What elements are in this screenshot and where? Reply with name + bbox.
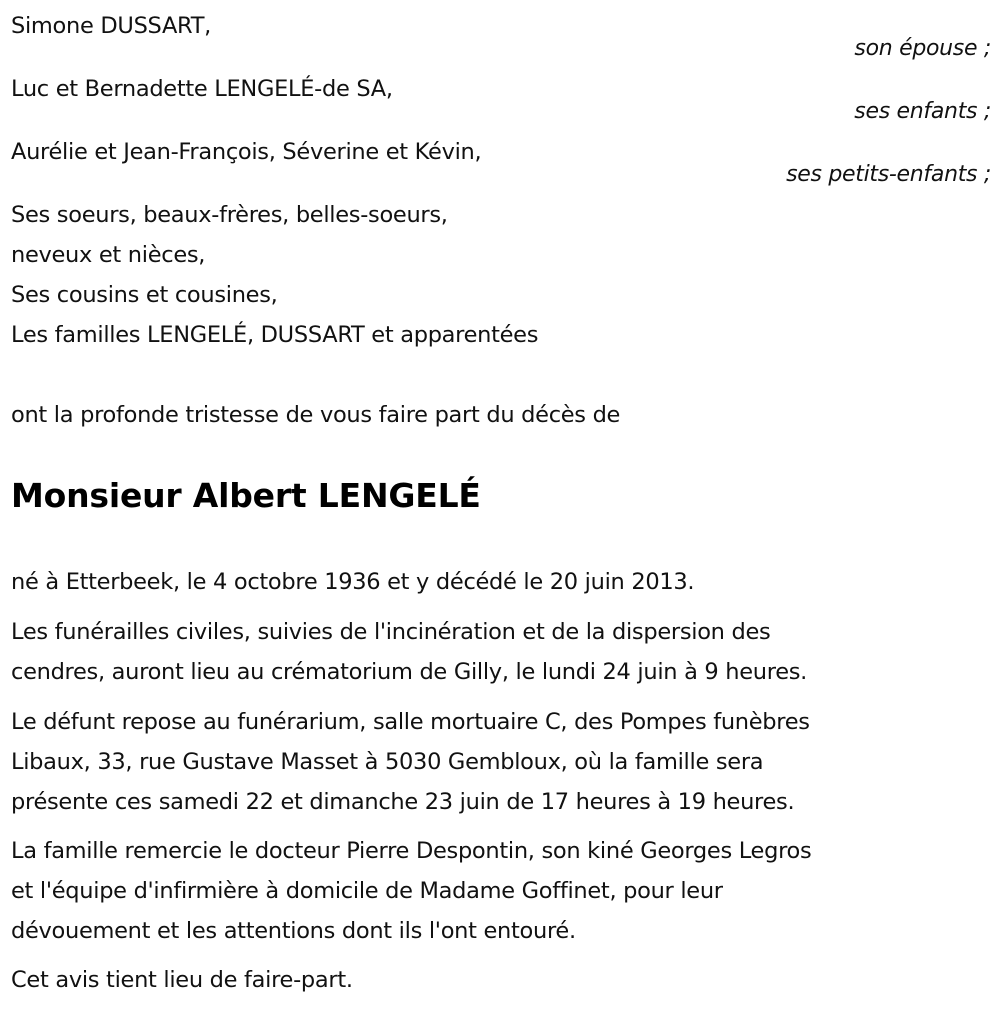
paragraph-line: La famille remercie le docteur Pierre Despontin, son kiné Georges Legros xyxy=(11,838,812,864)
family-spouse-name: Simone DUSSART, xyxy=(11,13,212,39)
deceased-name: Monsieur Albert LENGELÉ xyxy=(11,476,481,515)
family-grandchildren-names: Aurélie et Jean-François, Séverine et Kévin, xyxy=(11,139,482,165)
paragraph-line: Cet avis tient lieu de faire-part. xyxy=(11,967,353,993)
paragraph-line: Le défunt repose au funérarium, salle mortuaire C, des Pompes funèbres xyxy=(11,709,810,735)
paragraph-line: cendres, auront lieu au crématorium de Gilly, le lundi 24 juin à 9 heures. xyxy=(11,659,808,685)
family-children-names: Luc et Bernadette LENGELÉ-de SA, xyxy=(11,76,393,102)
paragraph-line: et l'équipe d'infirmière à domicile de Madame Goffinet, pour leur xyxy=(11,878,723,904)
paragraph-line: né à Etterbeek, le 4 octobre 1936 et y décédé le 20 juin 2013. xyxy=(11,569,695,595)
birth-death-paragraph xyxy=(11,562,996,602)
announcement-text: ont la profonde tristesse de vous faire part du décès de xyxy=(11,402,621,428)
thanks-paragraph xyxy=(11,831,996,951)
family-grandchildren-role: ses petits-enfants ; xyxy=(786,162,991,187)
relatives-line: Ses soeurs, beaux-frères, belles-soeurs, xyxy=(11,202,448,228)
visitation-paragraph xyxy=(11,702,996,822)
funeral-paragraph xyxy=(11,612,996,692)
relatives-line: neveux et nièces, xyxy=(11,242,206,268)
relatives-line: Les familles LENGELÉ, DUSSART et apparentées xyxy=(11,322,539,348)
paragraph-line: Les funérailles civiles, suivies de l'incinération et de la dispersion des xyxy=(11,619,771,645)
paragraph-line: présente ces samedi 22 et dimanche 23 juin de 17 heures à 19 heures. xyxy=(11,789,795,815)
family-children-role: ses enfants ; xyxy=(854,99,991,124)
closing-paragraph xyxy=(11,960,996,1000)
relatives-line: Ses cousins et cousines, xyxy=(11,282,278,308)
paragraph-line: Libaux, 33, rue Gustave Masset à 5030 Gembloux, où la famille sera xyxy=(11,749,764,775)
family-spouse-role: son épouse ; xyxy=(854,36,991,61)
paragraph-line: dévouement et les attentions dont ils l'ont entouré. xyxy=(11,918,576,944)
